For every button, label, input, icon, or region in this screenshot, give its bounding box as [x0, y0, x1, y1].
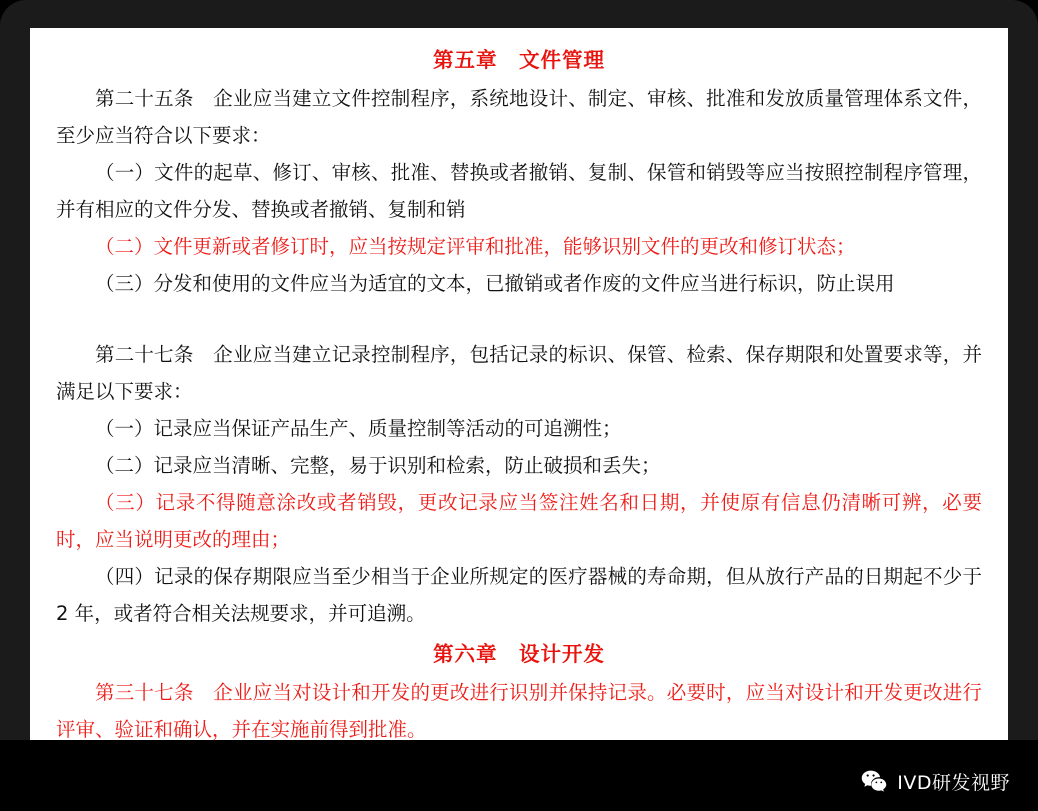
document-page	[30, 28, 1008, 740]
article-27-paragraph: 第二十七条 企业应当建立记录控制程序，包括记录的标识、保管、检索、保存期限和处置要求等，并满足以下要求：	[56, 343, 982, 403]
article-25-item-1: （一）文件的起草、修订、审核、批准、替换或者撤销、复制、保管和销毁等应当按照控制程序管理，并有相应的文件分发、替换或者撤销、复制和销	[56, 161, 982, 221]
article-27-item-3: （三）记录不得随意涂改或者销毁，更改记录应当签注姓名和日期，并使原有信息仍清晰可辨，必要时，应当说明更改的理由；	[56, 491, 982, 551]
article-25-item-2: （二）文件更新或者修订时，应当按规定评审和批准，能够识别文件的更改和修订状态；	[95, 235, 856, 258]
paragraph-spacer	[56, 302, 982, 336]
article-37-paragraph: 第三十七条 企业应当对设计和开发的更改进行识别并保持记录。必要时，应当对设计和开发更改进行评审、验证和确认，并在实施前得到批准。	[56, 681, 982, 740]
wechat-account-name: IVD研发视野	[897, 771, 1010, 794]
chapter-5-heading: 第五章 文件管理	[433, 48, 605, 72]
chapter-6-heading: 第六章 设计开发	[433, 642, 605, 666]
wechat-account-badge	[860, 767, 1010, 795]
article-27-item-2: （二）记录应当清晰、完整，易于识别和检索，防止破损和丢失；	[95, 454, 661, 477]
article-25-paragraph: 第二十五条 企业应当建立文件控制程序，系统地设计、制定、审核、批准和发放质量管理体系文件，至少应当符合以下要求：	[56, 87, 982, 147]
document-body	[56, 42, 982, 740]
footer-bar	[0, 740, 1038, 811]
article-25-item-3: （三）分发和使用的文件应当为适宜的文本，已撤销或者作废的文件应当进行标识，防止误用	[95, 272, 895, 295]
wechat-icon	[860, 767, 888, 795]
article-27-item-1: （一）记录应当保证产品生产、质量控制等活动的可追溯性；	[95, 417, 622, 440]
article-27-item-4: （四）记录的保存期限应当至少相当于企业所规定的医疗器械的寿命期，但从放行产品的日期起不少于 2 年，或者符合相关法规要求，并可追溯。	[56, 565, 982, 625]
